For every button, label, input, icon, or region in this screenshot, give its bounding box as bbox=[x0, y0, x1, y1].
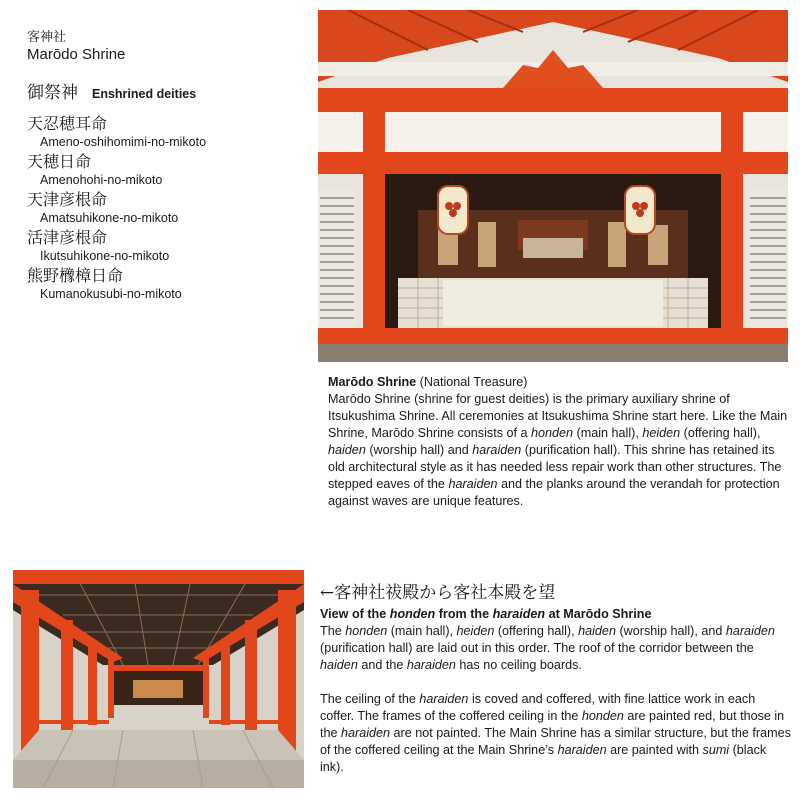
text-run: are not painted. The Main Shrine has a similar structure, but the frames of the coffered ceiling at the Main Shrine’s bbox=[320, 726, 791, 757]
text-run: is coved and coffered, with fine lattice work in each coffer. The frames of the coffered ceiling in the bbox=[320, 692, 756, 723]
deity-name-en: Ameno-oshihomimi-no-mikoto bbox=[40, 135, 207, 149]
text-run: haiden bbox=[578, 624, 616, 638]
deity-item bbox=[27, 151, 287, 188]
deity-item bbox=[27, 265, 287, 302]
text-run: haiden bbox=[328, 443, 366, 457]
view-caption-en bbox=[320, 606, 792, 623]
shrine-name-jp: 客神社 bbox=[27, 30, 67, 45]
deity-name-jp: 天津彦根命 bbox=[27, 190, 108, 209]
text-run: honden bbox=[389, 607, 436, 621]
text-run: heiden bbox=[456, 624, 495, 638]
text-run: are painted red, but those in the bbox=[320, 709, 785, 740]
deity-item bbox=[27, 189, 287, 226]
deities-heading-jp: 御祭神 bbox=[27, 83, 78, 103]
text-run: and the planks around the verandah for protection against waves are unique features. bbox=[328, 477, 780, 508]
view-paragraph-1 bbox=[320, 623, 792, 674]
text-run: (purification hall) are laid out in this order. The roof of the corridor between the bbox=[320, 641, 754, 655]
deity-name-en: Ikutsuhikone-no-mikoto bbox=[40, 249, 170, 263]
text-run: haraiden bbox=[492, 607, 546, 621]
text-run: haraiden bbox=[341, 726, 391, 740]
text-run: from the bbox=[435, 607, 493, 621]
shrine-name-en: Marōdo Shrine bbox=[27, 46, 126, 63]
text-run: haraiden bbox=[406, 658, 456, 672]
text-run: haraiden bbox=[472, 443, 522, 457]
text-run: haiden bbox=[320, 658, 358, 672]
text-run: The ceiling of the bbox=[320, 692, 420, 706]
text-run: sumi bbox=[702, 743, 730, 757]
deity-name-en: Amatsuhikone-no-mikoto bbox=[40, 211, 179, 225]
text-run: (worship hall) and bbox=[365, 443, 473, 457]
description-body bbox=[328, 391, 788, 510]
text-run: Marōdo Shrine (shrine for guest deities) is the primary auxiliary shrine of Itsukushima Shrine. All ceremonies at Itsukushima Shrine start here. Like the Main Shrine, Marōdo Shrine consists of a bbox=[328, 392, 788, 440]
deity-list-panel bbox=[27, 30, 287, 303]
deity-list bbox=[27, 113, 287, 302]
text-run: are painted with bbox=[606, 743, 703, 757]
text-run: haraiden bbox=[448, 477, 498, 491]
text-run: and the bbox=[357, 658, 407, 672]
deities-heading bbox=[27, 78, 287, 103]
deity-name-en: Kumanokusubi-no-mikoto bbox=[40, 287, 182, 301]
deity-name-en: Amenohohi-no-mikoto bbox=[40, 173, 163, 187]
text-run: at Marōdo Shrine bbox=[545, 607, 652, 621]
description-title: Marōdo Shrine bbox=[328, 375, 417, 389]
deity-item bbox=[27, 113, 287, 150]
view-paragraph-2 bbox=[320, 691, 792, 776]
view-caption-section bbox=[320, 582, 792, 776]
text-run: honden bbox=[581, 709, 624, 723]
text-run: honden bbox=[345, 624, 388, 638]
text-run: (offering hall), bbox=[494, 624, 579, 638]
text-run: (main hall), bbox=[573, 426, 643, 440]
text-run: honden bbox=[531, 426, 574, 440]
shrine-front-photo bbox=[318, 10, 788, 362]
deity-name-jp: 天穂日命 bbox=[27, 152, 92, 171]
deity-name-jp: 天忍穂耳命 bbox=[27, 114, 108, 133]
view-caption-jp: ←客神社祓殿から客社本殿を望 bbox=[320, 583, 556, 603]
corridor-photo bbox=[13, 570, 304, 788]
text-run: haraiden bbox=[725, 624, 775, 638]
text-run: haraiden bbox=[419, 692, 469, 706]
text-run: has no ceiling boards. bbox=[455, 658, 582, 672]
shrine-description bbox=[328, 374, 788, 510]
text-run: (main hall), bbox=[387, 624, 457, 638]
text-run: The bbox=[320, 624, 346, 638]
text-run: (black ink). bbox=[320, 743, 767, 774]
deity-name-jp: 熊野櫲樟日命 bbox=[27, 266, 124, 285]
deity-name-jp: 活津彦根命 bbox=[27, 228, 108, 247]
text-run: View of the bbox=[320, 607, 390, 621]
text-run: haraiden bbox=[557, 743, 607, 757]
deity-item bbox=[27, 227, 287, 264]
deities-heading-en: Enshrined deities bbox=[92, 87, 197, 101]
text-run: (worship hall), and bbox=[615, 624, 726, 638]
text-run: (offering hall), bbox=[680, 426, 761, 440]
description-title-note: (National Treasure) bbox=[416, 375, 528, 389]
text-run: (purification hall). This shrine has retained its old architectural style as it has needed less repair work than other structures. The stepped eaves of the bbox=[328, 443, 782, 491]
text-run: heiden bbox=[642, 426, 681, 440]
